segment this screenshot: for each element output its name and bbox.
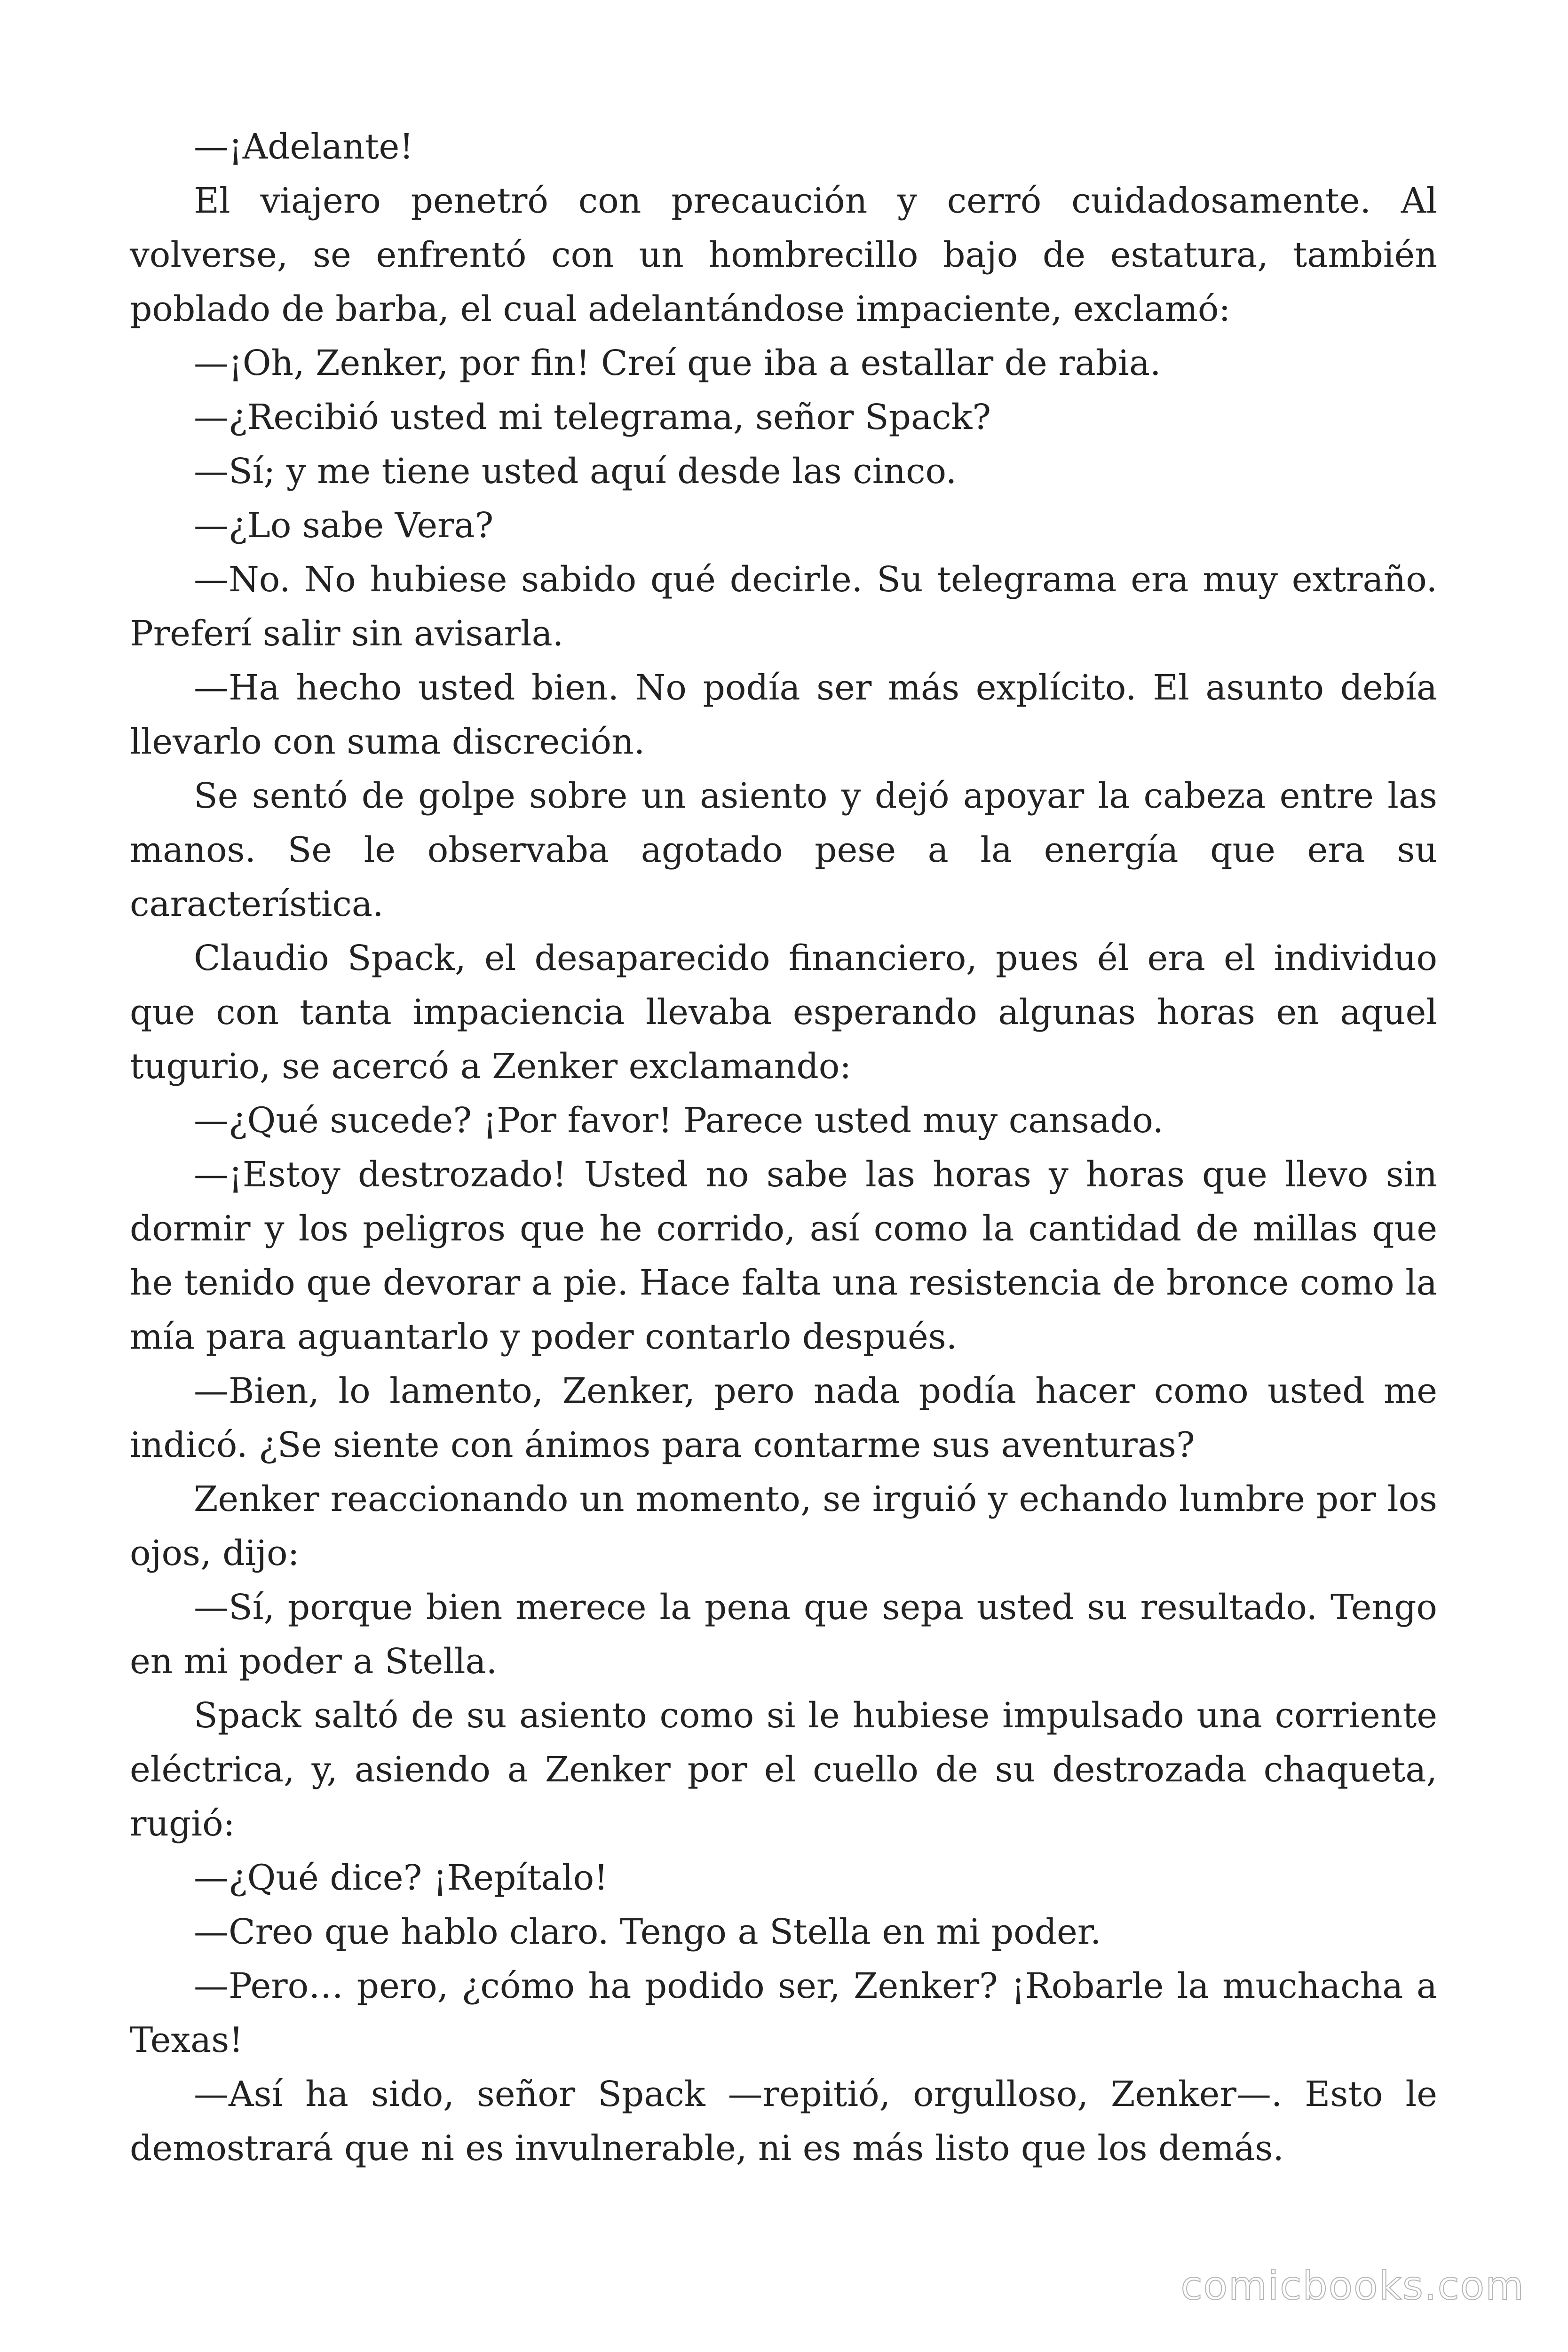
paragraph: —Ha hecho usted bien. No podía ser más explícito. El asunto debía llevarlo con suma discreción. [130, 667, 1437, 762]
paragraph: Claudio Spack, el desaparecido financiero, pues él era el individuo que con tanta impaciencia llevaba esperando algunas horas en aquel tugurio, se acercó a Zenker exclamando: [130, 938, 1437, 1087]
paragraph: —Sí; y me tiene usted aquí desde las cinco. [194, 451, 957, 492]
paragraph: —¡Estoy destrozado! Usted no sabe las horas y horas que llevo sin dormir y los peligros que he corrido, así como la cantidad de millas que he tenido que devorar a pie. Hace falta una resistencia de bronce como la mía para aguantarlo y poder contarlo después. [130, 1154, 1437, 1357]
paragraph: —No. No hubiese sabido qué decirle. Su telegrama era muy extraño. Preferí salir sin avisarla. [130, 559, 1437, 654]
paragraph: —¿Qué dice? ¡Repítalo! [194, 1858, 608, 1898]
paragraph: El viajero penetró con precaución y cerró cuidadosamente. Al volverse, se enfrentó con un hombrecillo bajo de estatura, también poblado de barba, el cual adelantándose impaciente, exclamó: [130, 181, 1437, 329]
paragraph: —¿Qué sucede? ¡Por favor! Parece usted muy cansado. [194, 1100, 1164, 1141]
paragraph: Spack saltó de su asiento como si le hubiese impulsado una corriente eléctrica, y, asiendo a Zenker por el cuello de su destrozada chaqueta, rugió: [130, 1695, 1437, 1844]
paragraph: Zenker reaccionando un momento, se irguió y echando lumbre por los ojos, dijo: [130, 1479, 1437, 1573]
paragraph: Se sentó de golpe sobre un asiento y dejó apoyar la cabeza entre las manos. Se le observaba agotado pese a la energía que era su característica. [130, 776, 1437, 924]
paragraph: —Creo que hablo claro. Tengo a Stella en mi poder. [194, 1912, 1101, 1952]
paragraph: —Sí, porque bien merece la pena que sepa usted su resultado. Tengo en mi poder a Stella. [130, 1587, 1437, 1682]
paragraph: —¿Lo sabe Vera? [194, 505, 494, 546]
paragraph: —¡Adelante! [194, 127, 414, 167]
watermark-text: comicbooks.com [1180, 2263, 1525, 2309]
page-text [130, 120, 1437, 2176]
paragraph: —Pero… pero, ¿cómo ha podido ser, Zenker? ¡Robarle la muchacha a Texas! [130, 1966, 1437, 2060]
paragraph: —Bien, lo lamento, Zenker, pero nada podía hacer como usted me indicó. ¿Se siente con ánimos para contarme sus aventuras? [130, 1371, 1437, 1465]
paragraph: —Así ha sido, señor Spack —repitió, orgulloso, Zenker—. Esto le demostrará que ni es invulnerable, ni es más listo que los demás. [130, 2074, 1437, 2169]
paragraph: —¿Recibió usted mi telegrama, señor Spack? [194, 397, 991, 437]
paragraph: —¡Oh, Zenker, por fin! Creí que iba a estallar de rabia. [194, 343, 1161, 383]
